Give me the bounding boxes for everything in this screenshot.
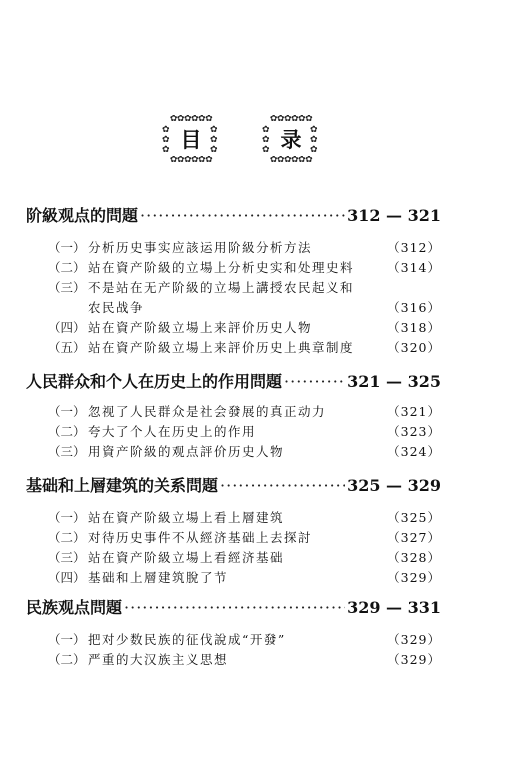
leader-dots [140, 204, 345, 228]
section-title: 阶級观点的問題 [26, 206, 139, 225]
item-text: 分析历史事实应該运用阶級分析方法 [88, 240, 313, 255]
section-heading [26, 596, 441, 620]
toc-item [48, 422, 441, 442]
toc-section-base-superstructure [26, 474, 441, 588]
item-text: 把对少数民族的征伐說成“开發” [88, 632, 286, 647]
item-text: 夸大了个人在历史上的作用 [88, 424, 257, 439]
item-text: 站在資产阶級的立場上分析史实和处理史料 [88, 260, 355, 275]
item-number: （三） [48, 280, 86, 295]
item-page: （323） [387, 424, 441, 439]
section-title: 民族观点問題 [26, 598, 123, 617]
item-page: （324） [387, 444, 441, 459]
item-text: 基础和上層建筑脫了节 [88, 570, 229, 585]
section-heading [26, 474, 441, 498]
star-border-icon: ✿ ✿ ✿ [310, 125, 318, 155]
item-number: （一） [48, 632, 86, 647]
item-number: （二） [48, 260, 86, 275]
leader-dots [124, 596, 345, 620]
star-border-icon: ✿ ✿ ✿ [162, 125, 170, 155]
item-text: 站在資产阶級立場上来評价历史上典章制度 [88, 340, 355, 355]
item-text: 站在資产阶級立場上看上層建筑 [88, 510, 285, 525]
item-text: 忽视了人民群众是社会發展的真正动力 [88, 404, 327, 419]
toc-item [48, 442, 441, 462]
section-page-range: 329 — 331 [347, 598, 441, 617]
item-number: （一） [48, 510, 86, 525]
item-number: （五） [48, 340, 86, 355]
item-text: 站在資产阶級立場上看經济基础 [88, 550, 285, 565]
item-page: （320） [387, 340, 441, 355]
toc-item [48, 630, 441, 650]
toc-section-nationality [26, 596, 441, 670]
section-title: 人民群众和个人在历史上的作用問題 [26, 372, 283, 391]
item-page: （314） [387, 260, 441, 275]
section-page-range: 321 — 325 [347, 372, 441, 391]
item-page: （312） [387, 240, 441, 255]
toc-item [48, 548, 441, 568]
item-number: （一） [48, 240, 86, 255]
title-char-2: 录 [280, 127, 302, 152]
leader-dots [284, 370, 345, 394]
toc-item [48, 318, 441, 338]
star-border-icon: ✿✿✿✿✿✿ [269, 156, 313, 165]
star-border-icon: ✿✿✿✿✿✿ [169, 156, 213, 165]
item-text: 严重的大汉族主义思想 [88, 652, 229, 667]
item-text: 站在資产阶級立場上来評价历史人物 [88, 320, 313, 335]
item-number: （二） [48, 652, 86, 667]
section-heading [26, 370, 441, 394]
section-page-range: 312 — 321 [347, 206, 441, 225]
item-page: （329） [387, 652, 441, 667]
item-page: （327） [387, 530, 441, 545]
star-border-icon: ✿✿✿✿✿✿ [169, 115, 213, 124]
item-number: （三） [48, 550, 86, 565]
toc-item [48, 238, 441, 258]
item-text-continued: 农民战争 [88, 300, 145, 315]
leader-dots [220, 474, 345, 498]
item-page: （316） [387, 300, 441, 315]
item-number: （四） [48, 320, 86, 335]
section-page-range: 325 — 329 [347, 476, 441, 495]
item-page: （329） [387, 632, 441, 647]
item-page: （318） [387, 320, 441, 335]
toc-item [48, 338, 441, 358]
toc-item [48, 508, 441, 528]
item-page: （325） [387, 510, 441, 525]
item-number: （一） [48, 404, 86, 419]
item-page: （321） [387, 404, 441, 419]
item-page: （329） [387, 570, 441, 585]
title-frame-1 [162, 115, 220, 165]
title-frame-2 [262, 115, 320, 165]
toc-section-masses [26, 370, 441, 462]
item-number: （二） [48, 530, 86, 545]
toc-item [48, 278, 441, 318]
item-number: （二） [48, 424, 86, 439]
item-number: （四） [48, 570, 86, 585]
toc-section-class-viewpoint [26, 204, 441, 358]
item-text: 对待历史事件不从經济基础上去探討 [88, 530, 313, 545]
title-char-1: 目 [180, 127, 202, 152]
star-border-icon: ✿ ✿ ✿ [210, 125, 218, 155]
toc-item [48, 650, 441, 670]
section-title: 基础和上層建筑的关系問題 [26, 476, 219, 495]
toc-item [48, 528, 441, 548]
item-text: 不是站在无产阶級的立場上講授农民起义和 [88, 280, 355, 295]
item-page: （328） [387, 550, 441, 565]
item-number: （三） [48, 444, 86, 459]
item-text: 用資产阶級的观点評价历史人物 [88, 444, 285, 459]
toc-item [48, 568, 441, 588]
toc-item [48, 258, 441, 278]
star-border-icon: ✿ ✿ ✿ [262, 125, 270, 155]
toc-item [48, 402, 441, 422]
star-border-icon: ✿✿✿✿✿✿ [269, 115, 313, 124]
section-heading [26, 204, 441, 228]
